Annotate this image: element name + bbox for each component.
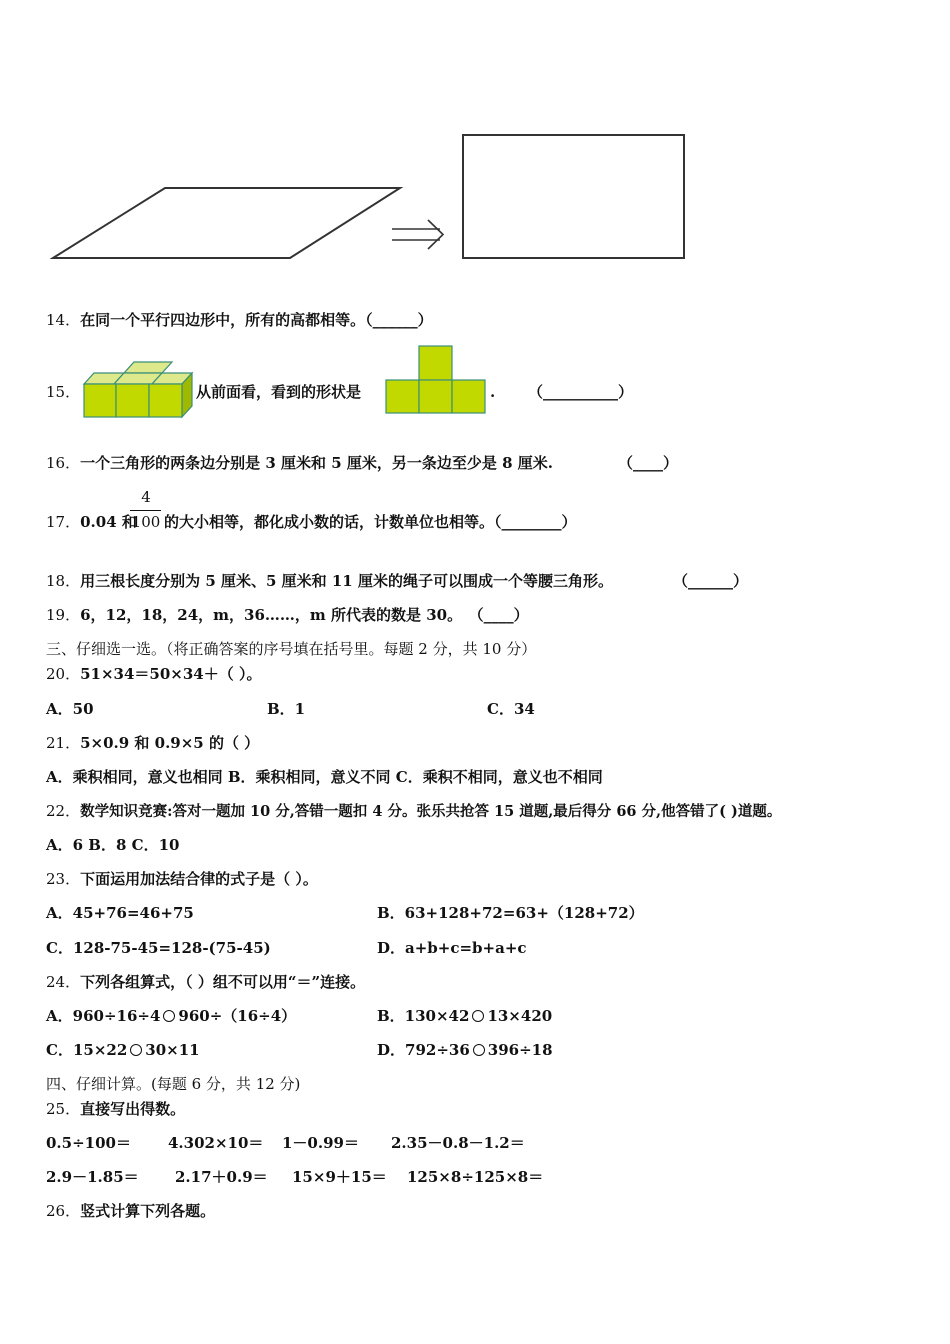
q19-number: 19．	[46, 606, 81, 624]
q16-number: 16．	[46, 454, 81, 472]
circle-icon	[472, 1010, 484, 1022]
q23-text: 下面运用加法结合律的式子是（ ）。	[80, 870, 318, 888]
q19-text: 6，12，18，24，m，36……，m 所代表的数是 30。	[80, 606, 463, 624]
q20-text: 51×34＝50×34＋（ ）。	[80, 665, 262, 683]
calc-item[interactable]: 2.35－0.8－1.2＝	[391, 1134, 525, 1152]
q21-text: 5×0.9 和 0.9×5 的（ ）	[80, 734, 260, 752]
parallelogram-to-rectangle-figure	[0, 0, 950, 280]
section-3-heading: 三、仔细选一选。（将正确答案的序号填在括号里。每题 2 分，共 10 分）	[46, 640, 537, 658]
calc-item[interactable]: 15×9＋15＝	[292, 1168, 387, 1186]
q16-blank[interactable]: （____）	[618, 454, 679, 472]
q24-number: 24．	[46, 973, 81, 991]
question-16	[46, 453, 553, 473]
q17-rest	[164, 512, 577, 532]
q23-option-b[interactable]: B．63+128+72=63+（128+72）	[377, 904, 644, 922]
q24-a-right: 960÷（16÷4）	[178, 1007, 297, 1025]
q25-text: 直接写出得数。	[80, 1100, 186, 1118]
q17-post: 的大小相等，都化成小数的话，计数单位也相等。	[164, 513, 495, 531]
q24-option-c[interactable]	[46, 1040, 200, 1060]
q26-number: 26．	[46, 1202, 81, 1220]
q20-option-a[interactable]: A．50	[46, 700, 94, 718]
q15-blank[interactable]: （__________）	[528, 383, 634, 401]
q17-number: 17．	[46, 513, 81, 531]
q15-number: 15．	[46, 383, 81, 401]
q22-options[interactable]: A．6 B．8 C．10	[46, 836, 180, 854]
q23-number: 23．	[46, 870, 81, 888]
question-22	[46, 801, 781, 822]
q24-c-left: C．15×22	[46, 1041, 128, 1059]
q23-option-c[interactable]: C．128-75-45=128-(75-45)	[46, 939, 271, 957]
q23-option-d[interactable]: D．a+b+c=b+a+c	[377, 939, 527, 957]
q19-blank[interactable]: （____）	[476, 606, 529, 624]
calc-item[interactable]: 2.17＋0.9＝	[175, 1168, 268, 1186]
q17-blank[interactable]: （________）	[494, 513, 577, 531]
q15-dot: .	[490, 383, 496, 401]
calc-item[interactable]: 4.302×10＝	[168, 1134, 264, 1152]
section-4-heading: 四、仔细计算。(每题 6 分，共 12 分)	[46, 1075, 301, 1093]
q22-number: 22．	[46, 802, 81, 820]
q14-blank[interactable]: （______）	[365, 311, 433, 329]
fraction-denominator: 100	[131, 513, 161, 531]
front-view-shape-icon	[385, 346, 487, 414]
q16-text: 一个三角形的两条边分别是 3 厘米和 5 厘米，另一条边至少是 8 厘米.	[80, 454, 553, 472]
q25-number: 25．	[46, 1100, 81, 1118]
q21-number: 21．	[46, 734, 81, 752]
circle-icon	[473, 1044, 485, 1056]
calc-item[interactable]: 1－0.99＝	[282, 1134, 359, 1152]
calc-item[interactable]: 2.9－1.85＝	[46, 1168, 139, 1186]
q20-option-b[interactable]: B．1	[267, 700, 306, 718]
q24-option-a[interactable]	[46, 1006, 296, 1026]
q24-d-right: 396÷18	[487, 1041, 553, 1059]
rectangle-shape	[463, 135, 684, 258]
q20-option-c[interactable]: C．34	[487, 700, 535, 718]
q21-options[interactable]: A．乘积相同，意义也相同 B．乘积相同，意义不同 C．乘积不相同，意义也不相同	[46, 768, 603, 786]
question-17	[46, 512, 137, 532]
fraction-numerator: 4	[141, 488, 151, 506]
question-24	[46, 972, 365, 992]
q17-pre: 0.04 和	[80, 513, 137, 531]
q24-option-b[interactable]	[377, 1006, 552, 1026]
question-20	[46, 664, 261, 684]
question-26	[46, 1201, 215, 1221]
q24-d-left: D．792÷36	[377, 1041, 470, 1059]
calc-item[interactable]: 125×8÷125×8＝	[407, 1168, 544, 1186]
q14-number: 14．	[46, 311, 81, 329]
question-25	[46, 1099, 185, 1119]
question-23	[46, 869, 318, 889]
q23-option-a[interactable]: A．45+76=46+75	[46, 904, 194, 922]
q15-text: 从前面看，看到的形状是	[196, 383, 362, 401]
question-21	[46, 733, 259, 753]
fraction-bar	[130, 510, 161, 511]
q26-text: 竖式计算下列各题。	[80, 1202, 216, 1220]
q18-number: 18．	[46, 572, 81, 590]
q14-text: 在同一个平行四边形中，所有的高都相等。	[80, 311, 366, 329]
q24-option-d[interactable]	[377, 1040, 553, 1060]
question-19	[46, 605, 529, 625]
q18-text: 用三根长度分别为 5 厘米、5 厘米和 11 厘米的绳子可以围成一个等腰三角形。	[80, 572, 613, 590]
question-14	[46, 310, 433, 330]
double-arrow-icon	[392, 220, 443, 249]
q24-c-right: 30×11	[145, 1041, 200, 1059]
cube-stack-icon	[80, 360, 195, 420]
q24-text: 下列各组算式，（ ）组不可以用“＝”连接。	[80, 973, 366, 991]
q20-number: 20．	[46, 665, 81, 683]
q18-blank[interactable]: （______）	[673, 572, 749, 590]
circle-icon	[163, 1010, 175, 1022]
q24-b-left: B．130×42	[377, 1007, 470, 1025]
circle-icon	[130, 1044, 142, 1056]
question-18	[46, 571, 613, 591]
q24-a-left: A．960÷16÷4	[46, 1007, 161, 1025]
parallelogram-shape	[53, 188, 400, 258]
question-15-number	[46, 382, 80, 402]
calc-item[interactable]: 0.5÷100＝	[46, 1134, 131, 1152]
q24-b-right: 13×420	[487, 1007, 553, 1025]
q22-text: 数学知识竞赛:答对一题加 10 分,答错一题扣 4 分。张乐共抢答 15 道题,最后得分 66 分,他答错了( )道题。	[80, 803, 782, 820]
